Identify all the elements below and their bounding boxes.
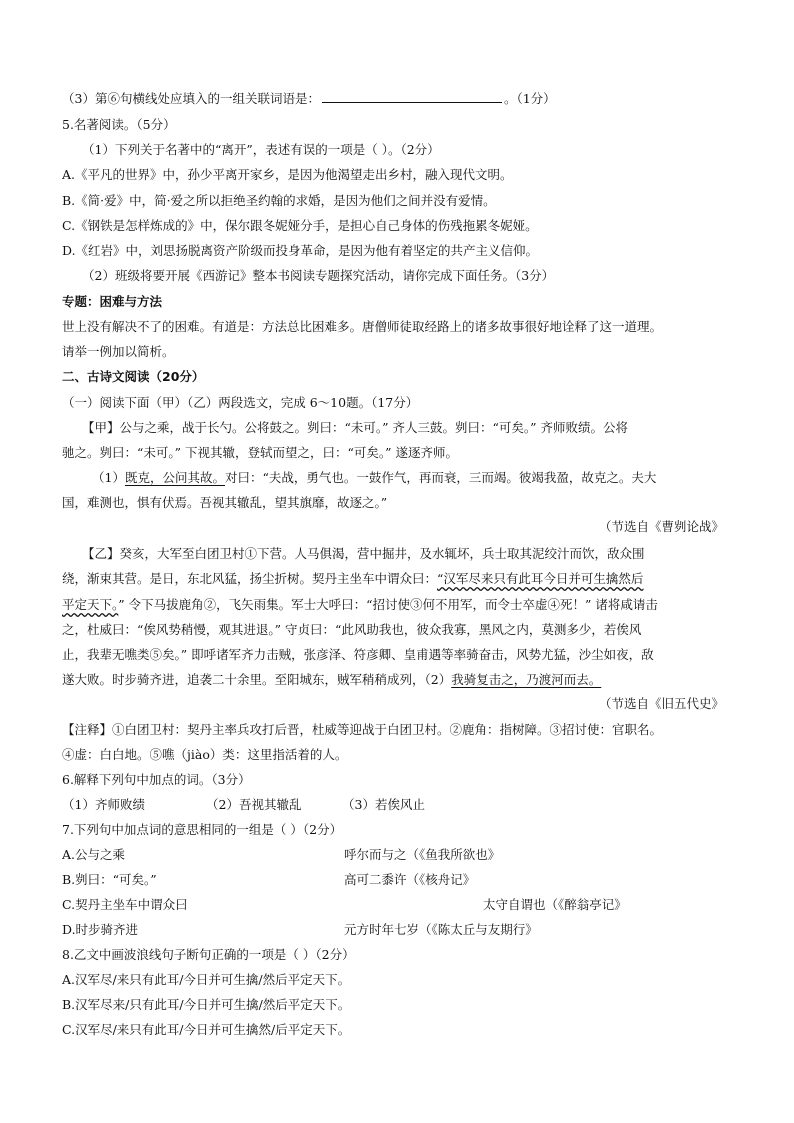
q6-item-3: （3）若俟风止 (342, 797, 425, 812)
q8-option-a: A.汉军尽/来只有此耳/今日并可生擒/然后平定天下。 (62, 972, 351, 987)
q5-body-1: 世上没有解决不了的困难。有道是：方法总比困难多。唐僧师徒取经路上的诸多故事很好地诠释了这一道理。 (62, 319, 663, 334)
q5-option-c: C.《钢铁是怎样炼成的》中，保尔跟冬妮娅分手，是担心自己身体的伤残拖累冬妮娅。 (62, 218, 538, 233)
q7-c-right: 太守自谓也（《醉翁亭记》 (483, 897, 627, 912)
section-2-heading: 二、古诗文阅读（20分） (62, 369, 205, 384)
q5-option-d: D.《红岩》中，刘思扬脱离资产阶级而投身革命，是因为他有着坚定的共产主义信仰。 (62, 243, 539, 258)
q5-body-2: 请举一例加以简析。 (62, 344, 175, 359)
notes-line-1: 【注释】①白团卫村：契丹主率兵攻打后晋，杜威等迎战于白团卫村。②鹿角：指树障。③招讨使：官职名。 (62, 722, 663, 737)
yi-line-1: 【乙】癸亥，大军至白团卫村①下营。人马俱渴，营中掘井，及水辄坏，兵士取其泥绞汁而饮，敌众围 (82, 546, 645, 561)
yi-line-6: 遂大败。时步骑齐进，追袭二十余里。至阳城东，贼军稍稍成列，（2）我骑复击之，乃渡河而去。 (62, 672, 602, 687)
q8-option-c: C.汉军尽/来只有此耳/今日并可生擒然/后平定天下。 (62, 1022, 351, 1037)
q7-a-right: 呼尔而与之（《鱼我所欲也》 (344, 847, 501, 862)
q6-title: 6.解释下列句中加点的词。（3分） (62, 772, 251, 787)
q8-option-b: B.汉军尽来/只有此耳/今日并可生擒/然后平定天下。 (62, 997, 351, 1012)
q7-title: 7.下列句中加点词的意思相同的一组是（ ）（2分） (62, 822, 343, 837)
jia-source: （节选自《曹刿论战》 (598, 519, 724, 534)
q5-option-a: A.《平凡的世界》中，孙少平离开家乡，是因为他渴望走出乡村，融入现代文明。 (62, 167, 513, 182)
q7-b-left: B.刿曰：“可矣。” (62, 872, 157, 887)
q7-c-left: C.契丹主坐车中谓众曰 (62, 897, 188, 912)
q3-prompt: （3）第⑥句横线处应填入的一组关联词语是： (62, 91, 320, 106)
q7-b-right: 高可二黍许（《核舟记》 (344, 872, 476, 887)
q3-line (62, 90, 728, 108)
q6-item-1: （1）齐师败绩 (62, 797, 145, 812)
translate-sentence-1: 既克，公问其故。 (124, 470, 225, 485)
q6-item-2: （2）吾视其辙乱 (206, 797, 302, 812)
q5-topic: 专题：困难与方法 (62, 294, 163, 309)
q5-sub1: （1）下列关于名著中的“离开”，表述有误的一项是（ ）。（2分） (82, 142, 440, 157)
notes-line-2: ④虚：白白地。⑤噍（jiào）类：这里指活着的人。 (62, 747, 348, 762)
yi-line-5: 止，我辈无噍类⑤矣。” 即呼诸军齐力击贼，张彦泽、符彦卿、皇甫遇等率骑奋击，风势尤猛，沙尘如夜，敌 (62, 647, 654, 662)
translate-sentence-2: 我骑复击之，乃渡河而去。 (451, 672, 602, 687)
jia-line-1: 【甲】公与之乘，战于长勺。公将鼓之。刿曰：“未可。” 齐人三鼓。刿曰：“可矣。” 齐师败绩。公将 (82, 420, 629, 435)
jia-line-3: （1）既克，公问其故。对曰：“夫战，勇气也。一鼓作气，再而衰，三而竭。彼竭我盈，故克之。夫大 (92, 470, 657, 485)
q5-sub2: （2）班级将要开展《西游记》整本书阅读专题探究活动，请你完成下面任务。（3分） (82, 268, 555, 283)
q3-points: 。（1分） (503, 91, 556, 106)
jia-line-4: 国，难测也，惧有伏焉。吾视其辙乱，望其旗靡，故逐之。” (62, 495, 388, 510)
q7-a-left: A.公与之乘 (62, 847, 126, 862)
q5-title: 5.名著阅读。（5分） (62, 117, 176, 132)
wavy-sentence: “汉军尽来只有此耳今日并可生擒然后 (437, 571, 644, 586)
yi-line-4: 之，杜威曰：“俟风势稍慢，观其进退。” 守贞曰：“此风助我也，彼众我寡，黑风之内，莫测多少，若俟风 (62, 622, 642, 637)
q7-d-right: 元方时年七岁（《陈太丘与友期行》 (344, 922, 538, 937)
yi-line-3: 平定天下。” 令下马拔鹿角②，飞矢雨集。军士大呼曰：“招讨使③何不用军，而令士卒虚④死！” 诸将咸请击 (62, 597, 658, 612)
q3-answer-blank[interactable] (322, 90, 502, 103)
yi-source: （节选自《旧五代史》 (598, 696, 724, 711)
wavy-sentence-end: 平定天下。 (62, 597, 119, 612)
q5-option-b: B.《简·爱》中，简·爱之所以拒绝圣约翰的求婚，是因为他们之间并没有爱情。 (62, 193, 496, 208)
yi-line-2: 绕，渐束其营。是日，东北风猛，扬尘折树。契丹主坐车中谓众曰：“汉军尽来只有此耳今日并可生擒然后 (62, 571, 644, 586)
q7-d-left: D.时步骑齐进 (62, 922, 139, 937)
q8-title: 8.乙文中画波浪线句子断句正确的一项是（ ）（2分） (62, 947, 355, 962)
jia-line-2: 驰之。刿曰：“未可。” 下视其辙，登轼而望之，曰：“可矣。” 遂逐齐师。 (62, 445, 459, 460)
part-1-instructions: （一）阅读下面（甲）（乙）两段选文，完成 6～10题。（17分） (62, 395, 419, 410)
